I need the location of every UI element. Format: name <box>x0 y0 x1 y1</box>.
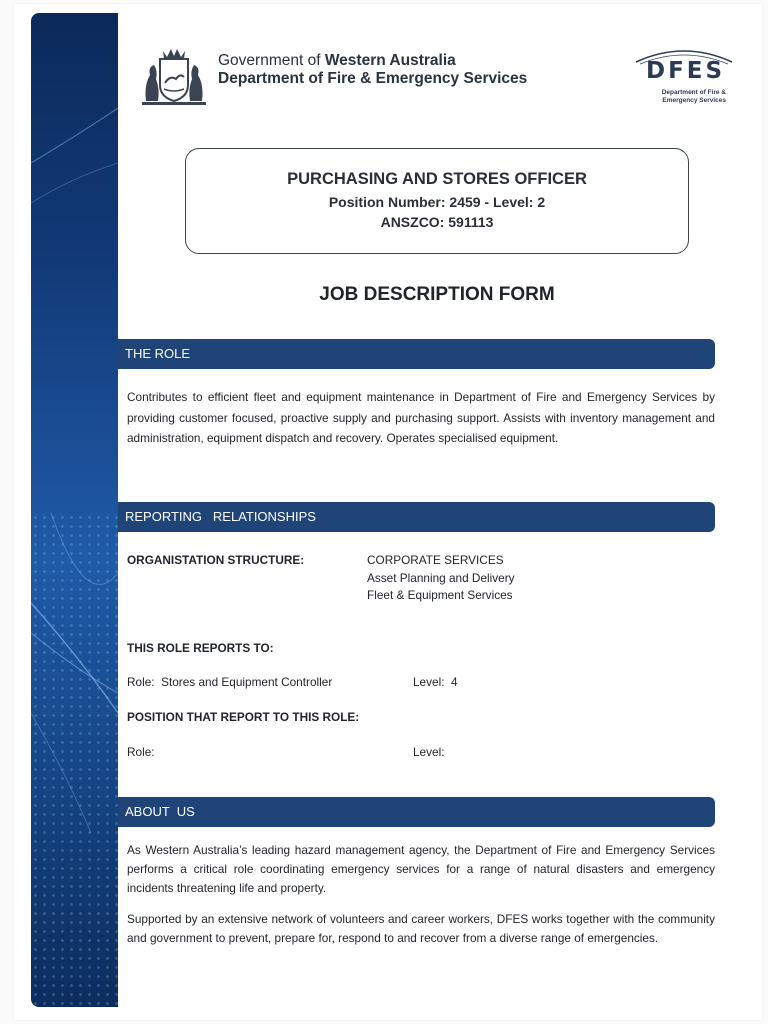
dfes-sub-line-1: Department of Fire & <box>661 89 726 96</box>
reports-to-label: THIS ROLE REPORTS TO: <box>127 641 274 655</box>
role-description: Contributes to efficient fleet and equipment maintenance in Department of Fire and Emergency Services by providing customer focused, proactive supply and purchasing support. Assists with inventory management and administration, equipment dispatch and recovery. Operates specialised equipment. <box>127 390 715 445</box>
dfes-logo-text: DFES <box>646 58 726 84</box>
form-title: JOB DESCRIPTION FORM <box>319 284 555 305</box>
government-title <box>218 52 527 88</box>
reports-to-level: Level: 4 <box>413 675 458 689</box>
gov-department: Department of Fire & Emergency Services <box>218 70 528 87</box>
position-title: PURCHASING AND STORES OFFICER <box>287 170 587 188</box>
organisation-structure-values <box>367 552 515 605</box>
gov-prefix: Government of <box>218 52 325 69</box>
positions-reporting-level: Level: <box>413 745 445 759</box>
gov-state: Western Australia <box>324 52 456 69</box>
about-paragraph-1: As Western Australia’s leading hazard management agency, the Department of Fire and Emergency Services performs a critical role coordinating emergency services for a range of natural disasters and emergency incidents threatening life and property. <box>127 843 715 895</box>
wa-coat-of-arms-icon <box>136 45 212 107</box>
section-heading-about-us: ABOUT US <box>118 797 715 827</box>
section-heading-the-role: THE ROLE <box>118 339 715 369</box>
reports-to-role: Role: Stores and Equipment Controller <box>127 675 333 689</box>
section-heading-reporting-relationships: REPORTING RELATIONSHIPS <box>118 502 715 532</box>
dfes-logo-subtitle <box>648 89 726 104</box>
gov-line-1 <box>218 52 527 70</box>
dfes-sub-line-2: Emergency Services <box>662 96 726 104</box>
organisation-structure-label: ORGANISTATION STRUCTURE: <box>127 553 305 567</box>
about-paragraph-2: Supported by an extensive network of volunteers and career workers, DFES works together with the community and government to prevent, prepare for, respond to and recover from a diverse range of emergencies. <box>127 912 715 945</box>
org-line-section: Fleet & Equipment Services <box>367 588 513 602</box>
position-number: Position Number: 2459 - Level: 2 <box>328 194 546 210</box>
org-line-branch: Asset Planning and Delivery <box>367 570 515 585</box>
positions-reporting-role: Role: <box>127 745 155 759</box>
side-bar-dot-pattern <box>31 513 118 1007</box>
position-title-box <box>185 148 689 254</box>
dfes-logo-icon <box>628 44 738 110</box>
positions-reporting-label: POSITION THAT REPORT TO THIS ROLE: <box>127 710 360 724</box>
anzsco-code: ANSZCO: 591113 <box>380 214 494 230</box>
decorative-side-bar <box>31 13 118 1007</box>
org-line-division: CORPORATE SERVICES <box>367 553 504 567</box>
